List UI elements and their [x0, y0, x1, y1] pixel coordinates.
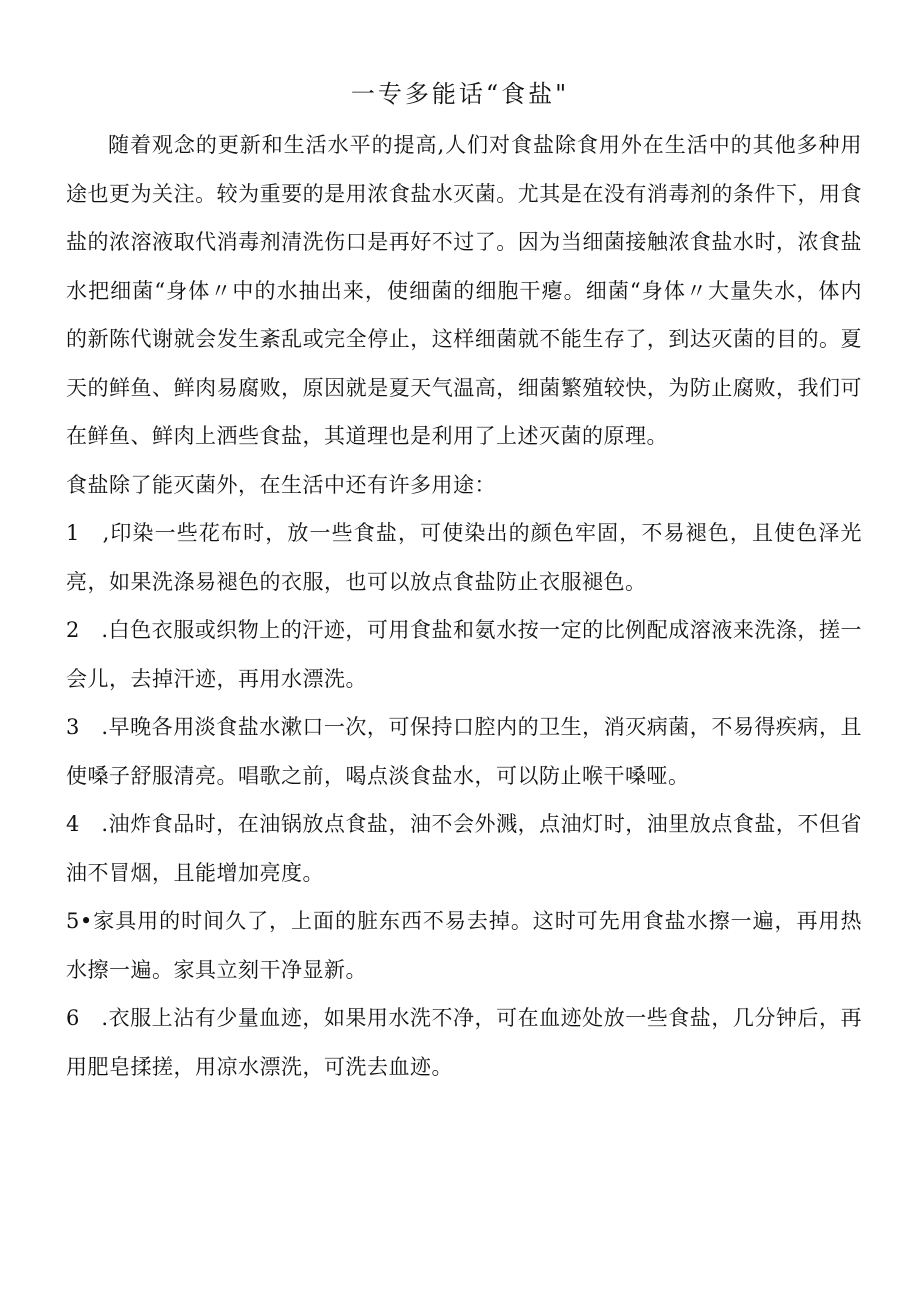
document-title: 一专多能话“食盐"	[350, 80, 570, 108]
list-item: 3 .早晚各用淡食盐水漱口一次，可保持口腔内的卫生，消灭病菌，不易得疾病，且使嗓子舒服清亮。唱歌之前，喝点淡食盐水，可以防止喉干嗓哑。	[66, 715, 862, 788]
document-body	[66, 121, 862, 1091]
list-item: 2 .白色衣服或织物上的汗迹，可用食盐和氨水按一定的比例配成溶液来洗涤，搓一会儿，去掉汗迹，再用水漂洗。	[66, 618, 862, 691]
list-item: 5•家具用的时间久了，上面的脏东西不易去掉。这时可先用食盐水擦一遍，再用热水擦一遍。家具立刻干净显新。	[66, 909, 862, 982]
lead-paragraph: 食盐除了能灭菌外，在生活中还有许多用途：	[66, 472, 496, 497]
intro-paragraph: 随着观念的更新和生活水平的提高,人们对食盐除食用外在生活中的其他多种用途也更为关注。较为重要的是用浓食盐水灭菌。尤其是在没有消毒剂的条件下，用食盐的浓溶液取代消毒剂清洗伤口是再好不过了。因为当细菌接触浓食盐水时，浓食盐水把细菌“身体〃中的水抽出来，使细菌的细胞干瘪。细菌“身体〃大量失水，体内的新陈代谢就会发生紊乱或完全停止，这样细菌就不能生存了，到达灭菌的目的。夏天的鲜鱼、鲜肉易腐败，原因就是夏天气温高，细菌繁殖较快，为防止腐败，我们可在鲜鱼、鲜肉上洒些食盐，其道理也是利用了上述灭菌的原理。	[66, 133, 862, 448]
list-item: 1 ,印染一些花布时，放一些食盐，可使染出的颜色牢固，不易褪色，且使色泽光亮，如果洗涤易褪色的衣服，也可以放点食盐防止衣服褪色。	[66, 521, 862, 594]
list-item: 4 .油炸食品时，在油锅放点食盐，油不会外溅，点油灯时，油里放点食盐，不但省油不冒烟，且能增加亮度。	[66, 812, 862, 885]
list-item: 6 .衣服上沾有少量血迹，如果用水洗不净，可在血迹处放一些食盐，几分钟后，再用肥皂揉搓，用凉水漂洗，可洗去血迹。	[66, 1006, 862, 1079]
